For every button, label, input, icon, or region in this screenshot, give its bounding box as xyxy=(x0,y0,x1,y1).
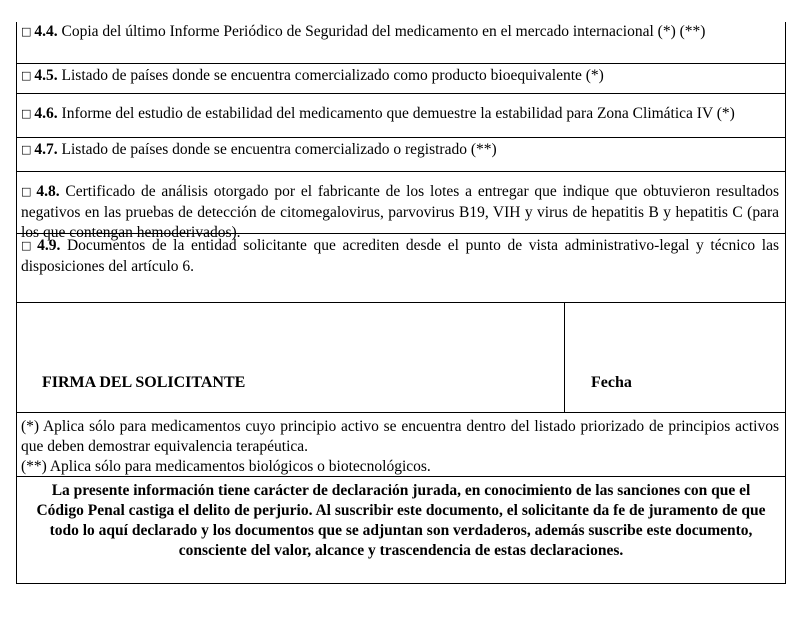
checkbox-4-4[interactable]: □ xyxy=(21,25,32,38)
declaration-text: La presente información tiene carácter de declaración jurada, en conocimiento de las sanciones con que el Código Penal castiga el delito de perjurio. Al suscribir este documento, el solicitante da fe de juramento de que todo lo aquí declarado y los documentos que se adjuntan son verdaderos, además suscribe este documento, consciente del valor, alcance y trascendencia de estas declaraciones. xyxy=(36,482,766,559)
checkbox-4-7[interactable]: □ xyxy=(21,143,32,156)
item-text: Documentos de la entidad solicitante que acrediten desde el punto de vista administrativo-legal y técnico las disposiciones del artículo 6. xyxy=(21,237,779,275)
item-text: Listado de países donde se encuentra comercializado o registrado (**) xyxy=(61,141,497,158)
item-4-8 xyxy=(17,172,785,241)
item-4-9 xyxy=(17,234,785,303)
item-number: 4.5. xyxy=(34,67,58,84)
item-number: 4.8. xyxy=(36,183,60,200)
applicant-signature-label: FIRMA DEL SOLICITANTE xyxy=(42,374,246,391)
date-label: Fecha xyxy=(591,374,632,391)
requirements-form xyxy=(16,22,786,584)
applicant-signature-field[interactable] xyxy=(17,303,565,412)
item-number: 4.6. xyxy=(34,105,58,122)
item-number: 4.7. xyxy=(34,141,58,158)
item-4-7 xyxy=(17,138,785,172)
footnotes xyxy=(17,413,785,477)
item-text: Copia del último Informe Periódico de Seguridad del medicamento en el mercado internacional (*) (**) xyxy=(61,23,706,40)
item-number: 4.4. xyxy=(34,23,58,40)
footnote-single-asterisk: (*) Aplica sólo para medicamentos cuyo principio activo se encuentra dentro del listado priorizado de principios activos que deben demostrar equivalencia terapéutica. xyxy=(21,418,779,455)
checkbox-4-5[interactable]: □ xyxy=(21,69,32,82)
item-4-5 xyxy=(17,64,785,94)
item-text: Listado de países donde se encuentra comercializado como producto bioequivalente (*) xyxy=(61,67,604,84)
item-text: Certificado de análisis otorgado por el fabricante de los lotes a entregar que indique que obtuvieron resultados negativos en las pruebas de detección de citomegalovirus, parvovirus B19, VIH y virus de hepatitis B y hepatitis C (para los que contengan hemoderivados). xyxy=(21,183,779,241)
checkbox-4-6[interactable]: □ xyxy=(21,107,32,120)
item-text: Informe del estudio de estabilidad del medicamento que demuestre la estabilidad para Zona Climática IV (*) xyxy=(61,105,735,122)
checkbox-4-9[interactable]: □ xyxy=(21,239,35,252)
footnote-double-asterisk: (**) Aplica sólo para medicamentos biológicos o biotecnológicos. xyxy=(21,458,431,475)
sworn-declaration xyxy=(17,477,785,583)
item-4-6 xyxy=(17,94,785,138)
item-4-4 xyxy=(17,22,785,64)
item-number: 4.9. xyxy=(37,237,61,254)
checkbox-4-8[interactable]: □ xyxy=(21,185,34,198)
date-field[interactable] xyxy=(565,303,785,412)
signature-section xyxy=(17,303,785,413)
